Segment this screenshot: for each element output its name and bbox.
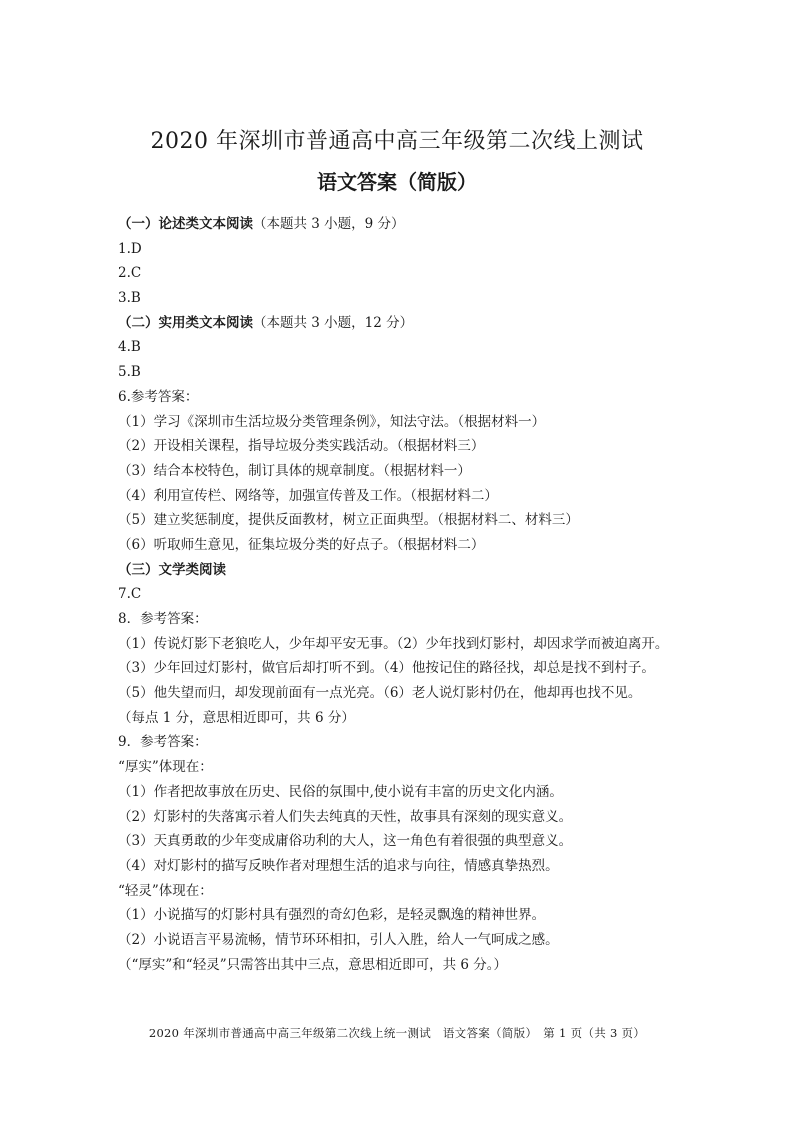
q9-part2-item: （2）小说语言平易流畅，情节环环相扣，引人入胜，给人一气呵成之感。	[118, 931, 559, 948]
question-8-label: 8．参考答案：	[118, 611, 208, 627]
q9-part1-label: “厚实”体现在：	[118, 759, 213, 776]
q9-part1-item: （4）对灯影村的描写反映作者对理想生活的追求与向往，情感真挚热烈。	[118, 857, 559, 874]
q6-item: （6）听取师生意见，征集垃圾分类的好点子。（根据材料二）	[118, 536, 485, 553]
q8-item: （1）传说灯影下老狼吃人，少年却平安无事。（2）少年找到灯影村，却因求学而被迫离开。	[118, 635, 669, 652]
section-1-heading	[118, 212, 718, 237]
q9-part1-item: （1）作者把故事放在历史、民俗的氛围中,使小说有丰富的历史文化内涵。	[118, 783, 563, 800]
answer-7: 7.C	[118, 586, 142, 603]
section-3-title: （三）文学类阅读	[118, 561, 226, 578]
q8-item: （5）他失望而归，却发现前面有一点光亮。（6）老人说灯影村仍在，他却再也找不见。	[118, 685, 642, 702]
q9-part2-label: “轻灵”体现在：	[118, 882, 213, 899]
answer-content	[118, 212, 718, 977]
document-subtitle: 语文答案（简版）	[317, 170, 477, 194]
section-2-heading	[118, 311, 718, 336]
document-title: 2020 年深圳市普通高中高三年级第二次线上测试	[150, 129, 644, 154]
q6-item: （2）开设相关课程，指导垃圾分类实践活动。（根据材料三）	[118, 438, 485, 455]
answer-1: 1.D	[118, 240, 142, 257]
section-3-heading	[118, 558, 718, 583]
answer-5: 5.B	[118, 364, 141, 381]
q6-item: （4）利用宣传栏、网络等，加强宣传普及工作。（根据材料二）	[118, 487, 498, 504]
q6-item: （1）学习《深圳市生活垃圾分类管理条例》，知法守法。（根据材料一）	[118, 413, 546, 430]
answer-3: 3.B	[118, 290, 141, 307]
section-2-note: （本题共 3 小题，12 分）	[253, 314, 414, 331]
answer-2: 2.C	[118, 265, 142, 282]
q9-scoring-note: （“厚实”和“轻灵”只需答出其中三点，意思相近即可，共 6 分。）	[118, 956, 508, 973]
q9-part1-item: （3）天真勇敢的少年变成庸俗功利的大人，这一角色有着很强的典型意义。	[118, 833, 573, 850]
section-1-note: （本题共 3 小题，9 分）	[253, 216, 405, 232]
section-1-title: （一）论述类文本阅读	[118, 216, 253, 232]
q6-item: （5）建立奖惩制度，提供反面教材，树立正面典型。（根据材料二、材料三）	[118, 512, 579, 529]
question-6-label: 6.参考答案：	[118, 388, 199, 405]
page-footer: 2020 年深圳市普通高中高三年级第二次线上统一测试 语文答案（简版） 第 1 页（共 3 页）	[148, 1026, 646, 1040]
question-9-label: 9．参考答案：	[118, 734, 208, 751]
q8-item: （3）少年回过灯影村，做官后却打听不到。（4）他按记住的路径找，却总是找不到村子。	[118, 660, 655, 677]
q8-scoring-note: （每点 1 分，意思相近即可，共 6 分）	[118, 709, 355, 726]
section-2-title: （二）实用类文本阅读	[118, 314, 253, 331]
q9-part2-item: （1）小说描写的灯影村具有强烈的奇幻色彩，是轻灵飘逸的精神世界。	[118, 907, 546, 924]
answer-4: 4.B	[118, 339, 141, 356]
q9-part1-item: （2）灯影村的失落寓示着人们失去纯真的天性，故事具有深刻的现实意义。	[118, 808, 573, 825]
q6-item: （3）结合本校特色，制订具体的规章制度。（根据材料一）	[118, 462, 471, 479]
